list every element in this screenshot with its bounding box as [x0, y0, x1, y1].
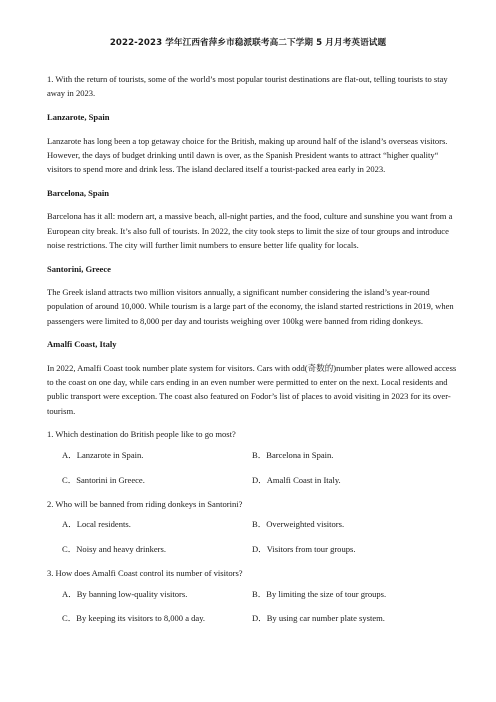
answer-options [62, 448, 458, 487]
question-2 [47, 497, 458, 556]
option-c[interactable]: C．By keeping its visitors to 8,000 a day. [62, 613, 206, 624]
question-1 [47, 427, 458, 486]
option-a[interactable]: A．Local residents. [62, 519, 131, 530]
answer-options [62, 587, 458, 626]
page-title: 2022-2023 学年江西省萍乡市稳派联考高二下学期 5 月月考英语试题 [109, 38, 387, 48]
section-santorini [47, 262, 458, 328]
answer-options [62, 517, 458, 556]
intro-paragraph: 1. With the return of tourists, some of the world’s most popular tourist destinations are flat-out, telling tourists to stay away in 2023. [47, 74, 448, 99]
section-amalfi [47, 337, 458, 417]
question-stem: 3. How does Amalfi Coast control its number of visitors? [47, 568, 243, 579]
option-b[interactable]: B．Overweighted visitors. [252, 519, 345, 530]
section-barcelona [47, 186, 458, 252]
option-b[interactable]: B．By limiting the size of tour groups. [252, 588, 387, 599]
section-body: Lanzarote has long been a top getaway choice for the British, making up around half of the island’s overseas visitors. However, the days of budget drinking until dawn is over, as the Spanish President wants to attract “higher quality“ visitors to spend more and drink less. The island declared itself a tourist-packed area early in 2023. [47, 135, 448, 174]
section-body: In 2022, Amalfi Coast took number plate system for visitors. Cars with odd(奇数的)number plates were allowed access to the coast on one day, while cars ending in an even number were permitted to enter on the next. Local residents and public transport were exception. The coast also featured on Fodor’s list of places to avoid visiting in 2023 for its over-tourism. [47, 362, 457, 416]
section-heading: Amalfi Coast, Italy [47, 339, 117, 350]
section-heading: Barcelona, Spain [47, 187, 110, 198]
section-heading: Santorini, Greece [47, 263, 111, 274]
question-stem: 2. Who will be banned from riding donkeys in Santorini? [47, 498, 243, 509]
option-a[interactable]: A．Lanzarote in Spain. [62, 449, 144, 460]
option-a[interactable]: A．By banning low-quality visitors. [62, 588, 188, 599]
section-body: The Greek island attracts two million visitors annually, a significant number considering the island’s year-round population of around 10,000. While tourism is a large part of the economy, the island started restrictions in 2019, when passengers were limited to 8,000 per day and tourists weighing over 100kg were banned from riding donkeys. [47, 287, 454, 326]
option-c[interactable]: C．Noisy and heavy drinkers. [62, 543, 166, 554]
option-d[interactable]: D．Visitors from tour groups. [252, 543, 356, 554]
section-heading: Lanzarote, Spain [47, 112, 110, 122]
option-c[interactable]: C．Santorini in Greece. [62, 474, 145, 485]
question-stem: 1. Which destination do British people like to go most? [47, 429, 236, 440]
option-d[interactable]: D．By using car number plate system. [252, 613, 385, 624]
document-content [47, 72, 458, 636]
section-lanzarote [47, 110, 458, 176]
section-body: Barcelona has it all: modern art, a massive beach, all-night parties, and the food, culture and sunshine you want from a European city break. It’s also full of tourists. In 2022, the city took steps to limit the size of tour groups and introduce noise restrictions. The city will further limit numbers to ensure better life quality for locals. [47, 211, 453, 250]
option-b[interactable]: B．Barcelona in Spain. [252, 449, 334, 460]
option-d[interactable]: D．Amalfi Coast in Italy. [252, 474, 341, 485]
question-3 [47, 566, 458, 625]
